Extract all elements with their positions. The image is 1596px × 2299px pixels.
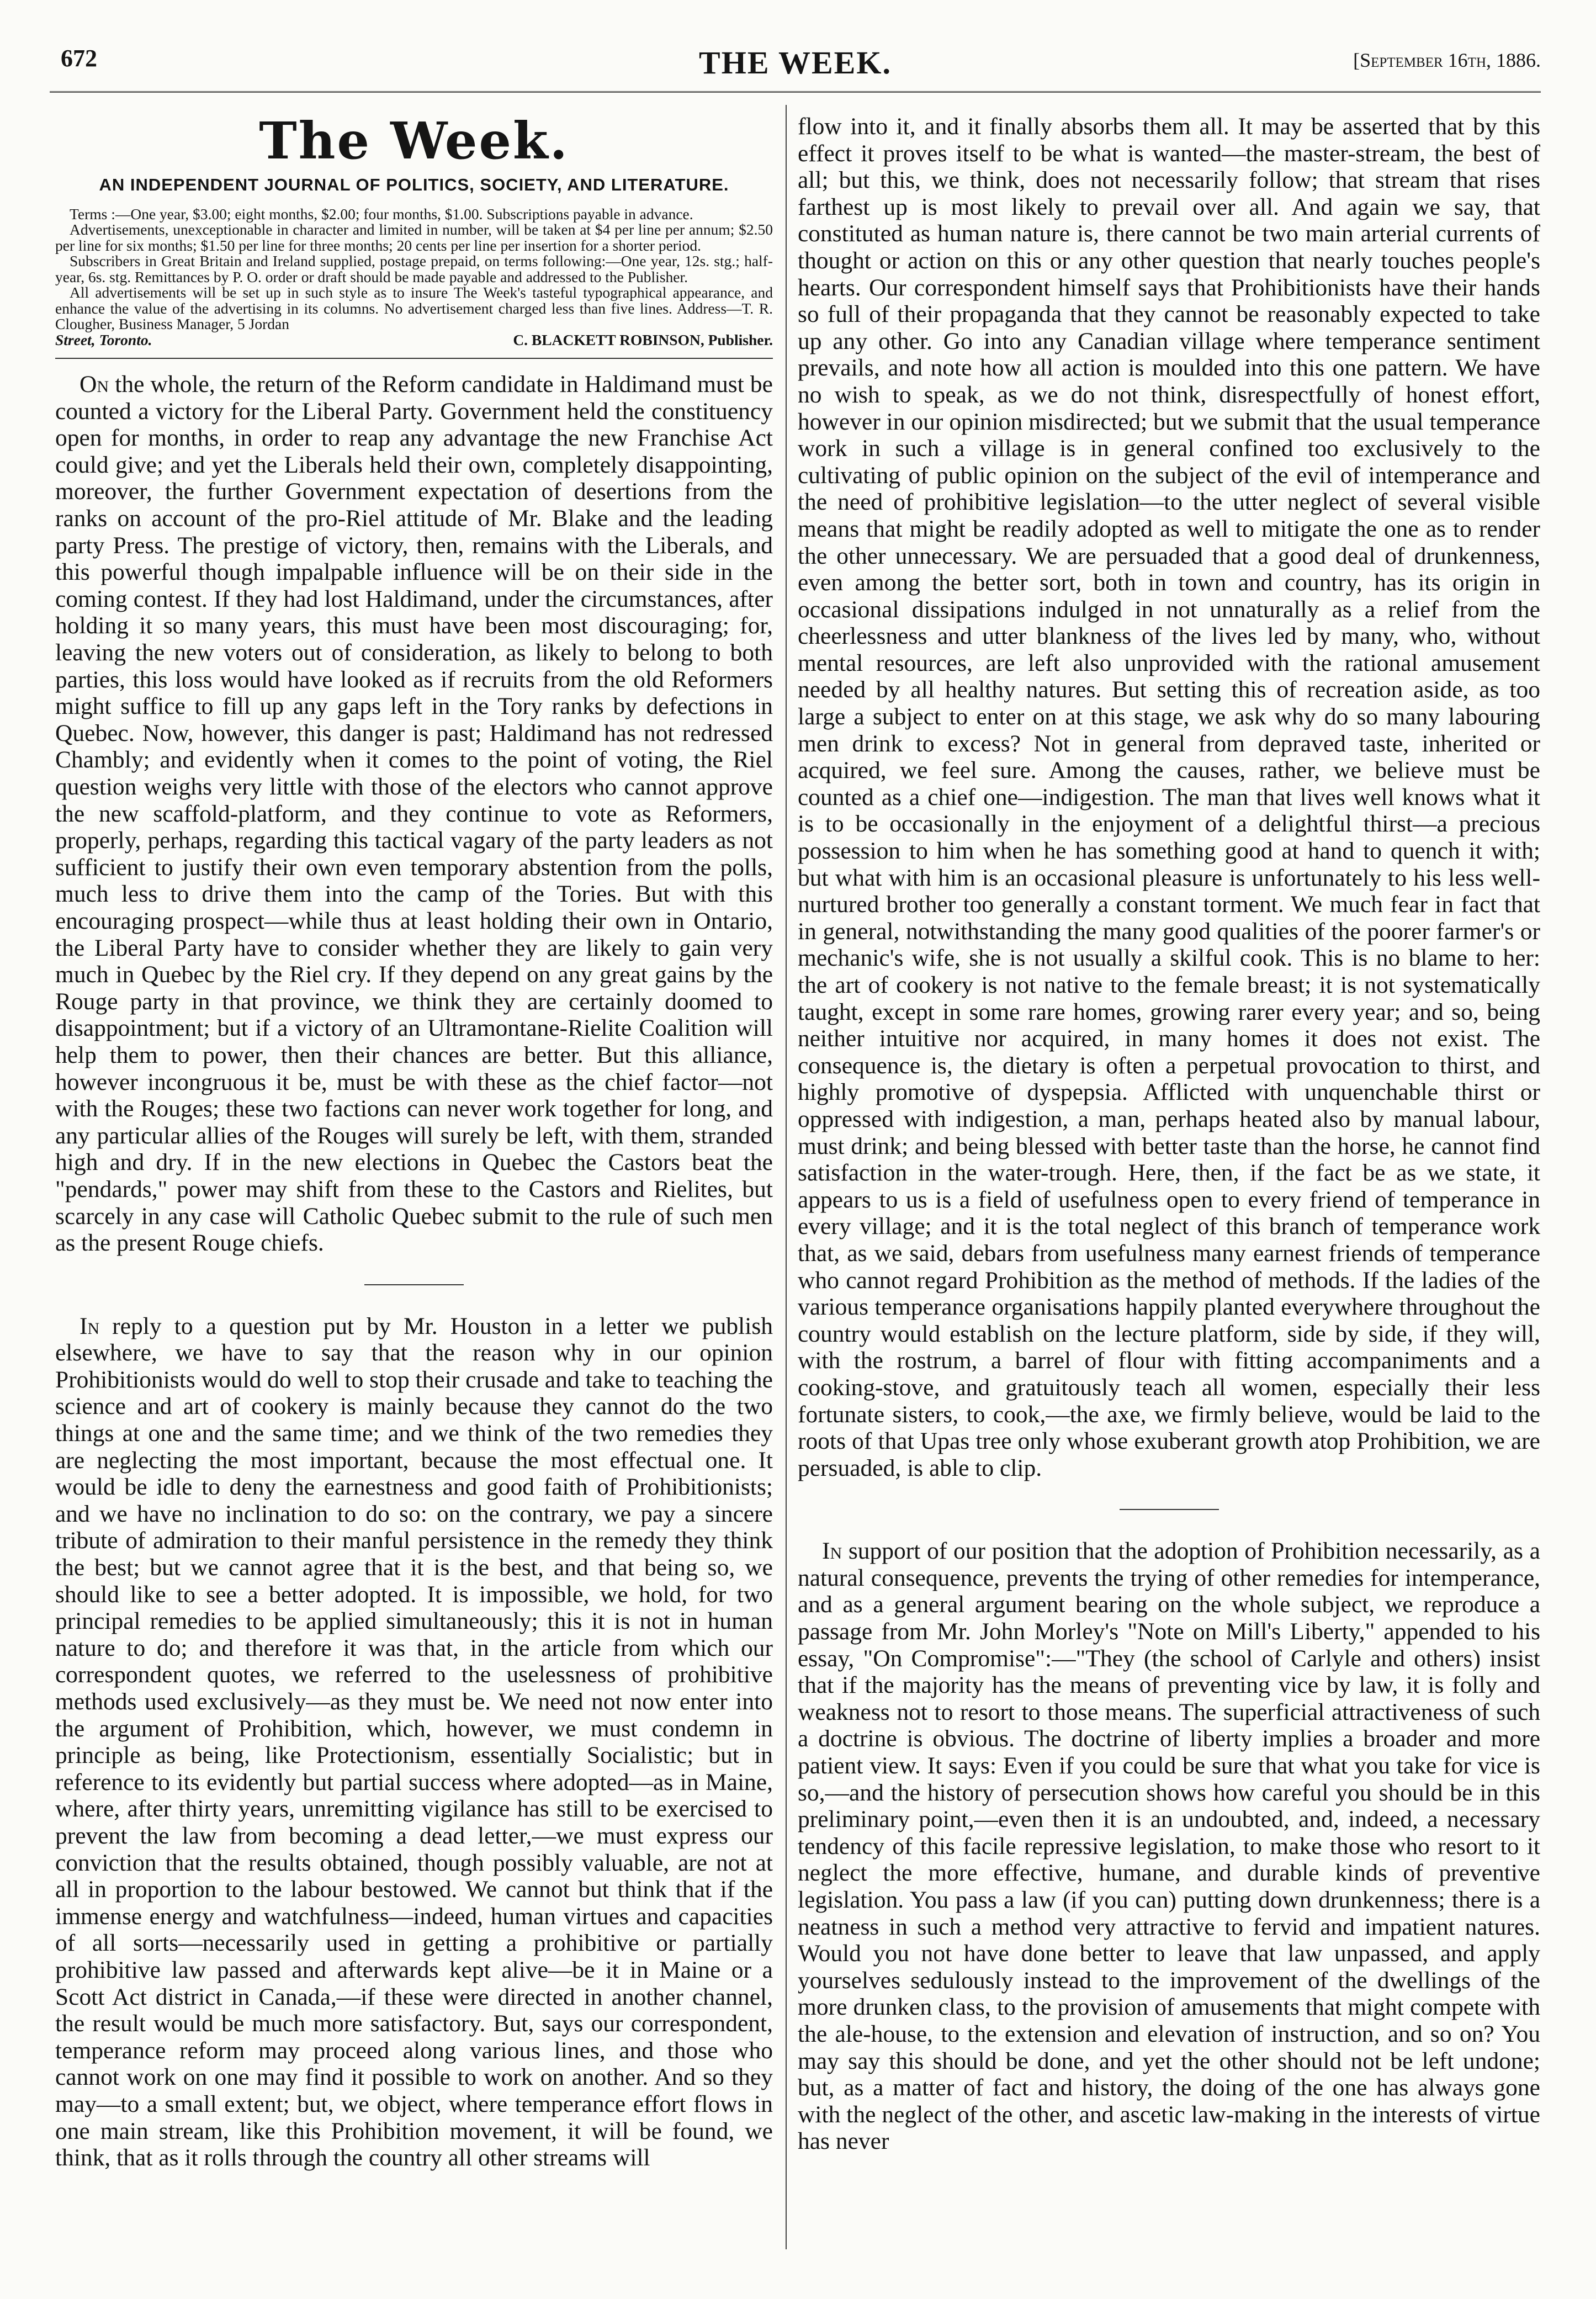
terms-block bbox=[55, 206, 773, 348]
terms-advertisements: Advertisements, unexceptionable in character and limited in number, will be taken at $4 per line per annum; $2.50 per line for six months; $1.50 per line for three months; 20 cents per line per insertion for a shorter period. bbox=[55, 221, 773, 254]
lead-word: In bbox=[822, 1538, 842, 1565]
terms-rule bbox=[55, 358, 773, 359]
terms-address: Street, Toronto. bbox=[55, 331, 152, 348]
page-number: 672 bbox=[61, 45, 97, 72]
running-title: THE WEEK. bbox=[699, 45, 892, 81]
page-header bbox=[50, 44, 1541, 83]
masthead: The Week. bbox=[259, 111, 569, 171]
article-haldimand bbox=[55, 371, 773, 1257]
terms-signature bbox=[55, 332, 773, 348]
article-prohibition-continued: flow into it, and it finally absorbs them all. It may be asserted that by this effect it proves itself to be what is wanted—the master-stream, the best of all; but this, we think, does not necessarily follow; that stream that rises farthest up is most likely to prevail over all. And again we say, that constituted as human nature is, there cannot be two main arterial currents of thought or action on this or any other question that nearly touches people's hearts. Our correspondent himself says that Prohibitionists have their hands so full of their propaganda that they cannot be reasonably expected to take up any other. Go into any Canadian village where temperance sentiment prevails, and note how all action is moulded into this one pattern. We have no wish to speak, as we do not think, disrespectfully of honest effort, however in our opinion misdirected; but we submit that the usual temperance work in such a village is in general confined too exclusively to the cultivating of public opinion on the subject of the evil of intemperance and the need of prohibitive legislation—to the utter neglect of several visible means that might be readily adopted as well to mitigate the one as to render the other unnecessary. We are persuaded that a good deal of drunkenness, even among the better sort, both in town and country, has its origin in occasional dissipations indulged in not unnaturally as a relief from the cheerlessness and utter blankness of the lives led by many, who, without mental resources, are left also unprovided with the rational amusement needed by all healthy natures. But setting this of recreation aside, as too large a subject to enter on at this stage, we ask why do so many labouring men drink to excess? Not in general from depraved taste, inherited or acquired, we feel sure. Among the causes, rather, we believe must be counted as a chief one—indigestion. The man that lives well knows what it is to be occasionally in the enjoyment of a delightful thirst—a precious possession to him when he has something good at hand to quench it with; but what with him is an occasional pleasure is unfortunately to his less well-nurtured brother too generally a constant torment. We much fear in fact that in general, notwithstanding the many good qualities of the poorer farmer's or mechanic's wife, she is not usually a skilful cook. This is no blame to her: the art of cookery is not native to the female breast; it is not systematically taught, except in some rare homes, growing rarer every year; and so, being neither intuitive nor acquired, in many homes it does not exist. The consequence is, the dietary is often a perpetual provocation to thirst, and highly promotive of dyspepsia. Afflicted with unquenchable thirst or oppressed with indigestion, a man, perhaps heated also by manual labour, must drink; and being blessed with better taste than the horse, he cannot find satisfaction in the water-trough. Here, then, if the fact be as we state, it appears to us is a field of usefulness open to every friend of temperance in every village; and it is the total neglect of this branch of temperance work that, as we said, debars from usefulness many earnest friends of temperance who cannot regard Prohibition as the method of methods. If the ladies of the various temperance organisations happily planted everywhere throughout the country would establish on the lecture platform, side by side, if they will, with the rostrum, a barrel of flour with fitting accompaniments and a cooking-stove, and gratuitously teach all women, especially their less fortunate sisters, to cook,—the axe, we firmly believe, would be laid to the roots of that Upas tree only whose exuberant growth atop Prohibition, we are persuaded, is able to clip. bbox=[798, 113, 1540, 1481]
article-text: reply to a question put by Mr. Houston in a letter we publish elsewhere, we have to say that the reason why in our opinion Prohibitionists would do well to stop their crusade and take to teaching the science and art of cookery is mainly because they cannot do the two things at one and the same time; and we think of the two remedies they are neglecting the most important, because the most effectual one. It would be idle to deny the earnestness and good faith of Prohibitionists; and we have no inclination to do so: on the contrary, we pay a sincere tribute of admiration to their manful persistence in the remedy they think the best; but we cannot agree that it is the best, and that being so, we should like to see a better adopted. It is impossible, we hold, for two principal remedies to be applied simultaneously; this it is not in human nature to do; and therefore it was that, in the article from which our correspondent quotes, we referred to the uselessness of prohibitive methods used exclusively—as they must be. We need not now enter into the argument of Prohibition, which, however, we must condemn in principle as being, like Protectionism, essentially Socialistic; but in reference to its evidently but partial success where adopted—as in Maine, where, after thirty years, unremitting vigilance has still to be exercised to prevent the law from becoming a dead letter,—we must express our conviction that the results obtained, though possibly valuable, are not at all in proportion to the labour bestowed. We cannot but think that if the immense energy and watchfulness—indeed, human virtues and capacities of all sorts—necessarily used in getting a prohibitive or partially prohibitive law passed and afterwards kept alive—be it in Maine or a Scott Act district in Canada,—if these were directed in another channel, the result would be much more satisfactory. But, says our correspondent, temperance reform may proceed along various lines, and those who cannot work on one may find it possible to work on another. And so they may—to a small extent; but, we object, where temperance effort flows in one main stream, like this Prohibition movement, it will be found, we think, that as it rolls through the country all other streams will bbox=[55, 1312, 773, 2171]
terms-subscription: Terms :—One year, $3.00; eight months, $2.00; four months, $1.00. Subscriptions payable in advance. bbox=[70, 205, 693, 223]
terms-style: All advertisements will be set up in such style as to insure The Week's tasteful typographical appearance, and enhance the value of the advertising in its columns. No advertisement charged less than five lines. Address—T. R. Clougher, Business Manager, 5 Jordan bbox=[55, 284, 773, 333]
article-morley bbox=[798, 1538, 1540, 2155]
right-column bbox=[798, 113, 1540, 2255]
lead-word: In bbox=[79, 1312, 100, 1339]
article-text: support of our position that the adoption of Prohibition necessarily, as a natural consequence, prevents the trying of other remedies for intemperance, and as a general argument bearing on the whole subject, we reproduce a passage from Mr. John Morley's "Note on Mill's Liberty," appended to his essay, "On Compromise":—"They (the school of Carlyle and others) insist that if the majority has the means of preventing vice by law, it is folly and weakness not to resort to those means. The superficial attractiveness of such a doctrine is obvious. The doctrine of liberty implies a broader and more patient view. It says: Even if you could be sure that what you take for vice is so,—and the history of persecution shows how careful you should be in this preliminary point,—even then it is an undoubted, and, indeed, a necessary tendency of this facile repressive legislation, to make those who resort to it neglect the more effective, humane, and durable kinds of preventive legislation. You pass a law (if you can) putting down drunkenness; there is a neatness in such a method very attractive to fervid and impatient natures. Would you not have done better to leave that law unpassed, and apply yourselves sedulously instead to the improvement of the dwellings of the more drunken class, to the provision of amusements that might compete with the ale-house, to the extension and elevation of instruction, and so on? You may say this should be done, and yet the other should not be left undone; but, as a matter of fact and history, the doing of the one has always gone with the neglect of the other, and ascetic law-making in the interests of virtue has never bbox=[798, 1538, 1540, 2155]
article-prohibition bbox=[55, 1313, 773, 2171]
terms-publisher: C. BLACKETT ROBINSON, Publisher. bbox=[513, 331, 773, 348]
lead-word: On bbox=[79, 371, 109, 398]
left-column bbox=[55, 108, 773, 2255]
article-text: the whole, the return of the Reform candidate in Haldimand must be counted a victory for the Liberal Party. Government held the constituency open for months, in order to reap any advantage the new Franchise Act could give; and yet the Liberals held their own, completely disappointing, moreover, the further Government expectation of desertions from the ranks on account of the pro-Riel attitude of Mr. Blake and the leading party Press. The prestige of victory, then, remains with the Liberals, and this powerful though impalpable influence will be on their side in the coming contest. If they had lost Haldimand, under the circumstances, after holding it so many years, this must have been most discouraging; for, leaving the new voters out of consideration, as likely to belong to both parties, this loss would have looked as if recruits from the old Reformers might suffice to fill up any gaps left in the Tory ranks by defections in Quebec. Now, however, this danger is past; Haldimand has not redressed Chambly; and evidently when it comes to the point of voting, the Riel question weighs very little with those of the electors who cannot approve the new scaffold-platform, and they continue to vote as Reformers, properly, perhaps, regarding this tactical vagary of the party leaders as not sufficient to justify their own even temporary abstention from the polls, much less to drive them into the camp of the Tories. But with this encouraging prospect—while thus at least holding their own in Ontario, the Liberal Party have to consider whether they are likely to gain very much in Quebec by the Riel cry. If they depend on any great gains by the Rouge party in that province, we think they are certainly doomed to disappointment; but if a victory of an Ultramontane-Rielite Coalition will help them to power, then their chances are better. But this alliance, however incongruous it be, must be with these as the chief factor—not with the Rouges; these two factions can never work together for long, and any particular allies of the Rouges will surely be left, with them, stranded high and dry. If in the new elections in Quebec the Castors beat the "pendards," power may shift from these to the Castors and Rielites, but scarcely in any case will Catholic Quebec submit to the rule of such men as the present Rouge chiefs. bbox=[55, 371, 773, 1257]
section-separator bbox=[1120, 1509, 1219, 1510]
column-divider bbox=[786, 105, 787, 2249]
header-rule bbox=[50, 91, 1541, 93]
terms-subscribers: Subscribers in Great Britain and Ireland supplied, postage prepaid, on terms following:—One year, 12s. stg.; half-year, 6s. stg. Remittances by P. O. order or draft should be made payable and addressed to the Publisher. bbox=[55, 252, 773, 285]
issue-date: [September 16th, 1886. bbox=[1353, 49, 1541, 71]
masthead-subtitle: AN INDEPENDENT JOURNAL OF POLITICS, SOCIETY, AND LITERATURE. bbox=[99, 175, 729, 194]
section-separator bbox=[364, 1284, 464, 1285]
